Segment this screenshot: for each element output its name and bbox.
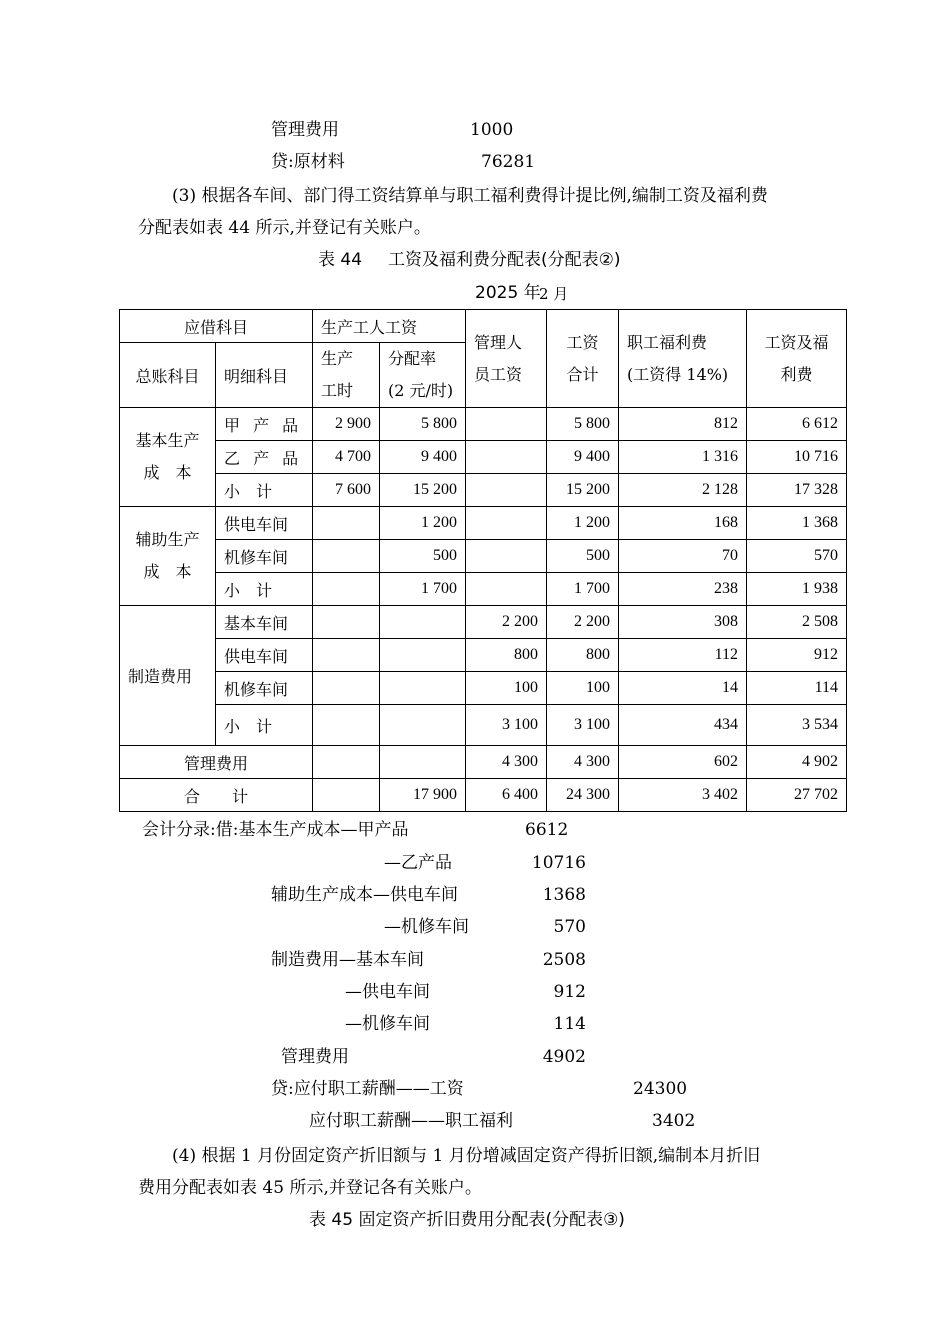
entry-amount-credit-material: 76281 (481, 152, 536, 172)
entry-amount-admin: 1000 (470, 120, 514, 140)
header-wage-and-welfare (747, 310, 847, 408)
row-aux-subtotal-mgmt (466, 573, 547, 606)
row-admin-welfare: 602 (619, 746, 747, 779)
row-aux-repair-total: 500 (547, 540, 619, 573)
wage-welfare-allocation-table (119, 309, 847, 812)
row-basic-subtotal-detail: 小 计 (216, 474, 313, 507)
group-basic-production-cost-line-1: 基本生产 (135, 431, 200, 450)
row-aux-subtotal-detail: 小 计 (216, 573, 313, 606)
journal-line-amount: 3402 (652, 1111, 696, 1131)
journal-lead-amount: 6612 (525, 820, 569, 840)
row-mfg-repair-sum: 114 (747, 672, 847, 705)
row-aux-power-detail: 供电车间 (216, 507, 313, 540)
row-aux-power-hours (313, 507, 380, 540)
row-grand-total-total: 24 300 (547, 779, 619, 812)
entry-label-credit-material: 贷:原材料 (271, 152, 345, 172)
row-admin-wage (380, 746, 466, 779)
row-basic-subtotal-wage: 15 200 (380, 474, 466, 507)
row-aux-power-mgmt (466, 507, 547, 540)
table-44-date-month: 2 月 (539, 285, 569, 303)
paragraph-4-line-1: (4) 根据 1 月份固定资产折旧额与 1 月份增减固定资产得折旧额,编制本月折旧 (172, 1146, 761, 1166)
journal-line-label: 管理费用 (281, 1047, 349, 1067)
paragraph-4-line-2: 费用分配表如表 45 所示,并登记各有关账户。 (138, 1178, 482, 1198)
row-aux-subtotal-wage: 1 700 (380, 573, 466, 606)
paragraph-4 (138, 1140, 838, 1204)
header-welfare-line-2: (工资得 14%) (627, 364, 729, 384)
paragraph-3 (138, 180, 838, 244)
group-basic-production-cost-line-2: 成 本 (143, 463, 192, 482)
journal-line-amount: 1368 (542, 885, 586, 905)
row-product-b-total: 9 400 (547, 441, 619, 474)
row-product-b-hours: 4 700 (313, 441, 380, 474)
row-mfg-subtotal-wage (380, 705, 466, 746)
row-mfg-repair-welfare: 14 (619, 672, 747, 705)
row-basic-subtotal-hours: 7 600 (313, 474, 380, 507)
row-mfg-repair-detail: 机修车间 (216, 672, 313, 705)
paragraph-3-line-1: (3) 根据各车间、部门得工资结算单与职工福利费得计提比例,编制工资及福利费 (172, 186, 768, 206)
journal-line-amount: 10716 (531, 853, 586, 873)
table-45-title: 表 45 固定资产折旧费用分配表(分配表③) (309, 1210, 625, 1230)
header-welfare (619, 310, 747, 408)
row-mfg-subtotal-hours (313, 705, 380, 746)
row-basic-subtotal-sum: 17 328 (747, 474, 847, 507)
header-allocation-rate (380, 343, 466, 408)
header-management-wage-line-1: 管理人 (474, 332, 523, 352)
row-aux-power-wage: 1 200 (380, 507, 466, 540)
row-mfg-power-mgmt: 800 (466, 639, 547, 672)
journal-lead-label: 会计分录:借:基本生产成本—甲产品 (142, 820, 409, 840)
header-detail-account: 明细科目 (216, 343, 313, 408)
row-product-b-sum: 10 716 (747, 441, 847, 474)
row-aux-repair-sum: 570 (747, 540, 847, 573)
journal-line-label: 贷:应付职工薪酬——工资 (271, 1079, 464, 1099)
table-44-date-year: 2025 年 (475, 283, 541, 303)
row-aux-power-welfare: 168 (619, 507, 747, 540)
row-admin-mgmt: 4 300 (466, 746, 547, 779)
table-44-number: 表 44 (318, 250, 363, 270)
header-allocation-rate-line-2: (2 元/时) (388, 381, 454, 400)
row-mfg-subtotal-welfare: 434 (619, 705, 747, 746)
journal-line-amount: 912 (553, 982, 586, 1002)
row-mfg-subtotal-total: 3 100 (547, 705, 619, 746)
journal-line-label: —机修车间 (345, 1014, 430, 1034)
group-auxiliary-production-cost (120, 507, 216, 606)
row-aux-repair-welfare: 70 (619, 540, 747, 573)
header-production-hours (313, 343, 380, 408)
journal-line-label: —供电车间 (345, 982, 430, 1002)
row-aux-repair-detail: 机修车间 (216, 540, 313, 573)
table-44-title: 工资及福利费分配表(分配表②) (388, 250, 621, 270)
row-mfg-power-wage (380, 639, 466, 672)
row-aux-subtotal-welfare: 238 (619, 573, 747, 606)
row-aux-subtotal-hours (313, 573, 380, 606)
row-admin-total: 4 300 (547, 746, 619, 779)
row-aux-repair-mgmt (466, 540, 547, 573)
journal-line-label: —乙产品 (384, 853, 452, 873)
row-admin-sum: 4 902 (747, 746, 847, 779)
row-aux-repair-wage: 500 (380, 540, 466, 573)
row-mfg-subtotal-detail: 小 计 (216, 705, 313, 746)
row-mfg-power-detail: 供电车间 (216, 639, 313, 672)
header-wage-total-line-1: 工资 (566, 332, 599, 352)
row-product-a-mgmt (466, 408, 547, 441)
journal-line-label: 制造费用—基本车间 (271, 950, 424, 970)
row-mfg-basic-detail: 基本车间 (216, 606, 313, 639)
journal-line-amount: 4902 (542, 1047, 586, 1067)
journal-line-amount: 24300 (633, 1079, 688, 1099)
journal-line-amount: 2508 (542, 950, 586, 970)
header-welfare-line-1: 职工福利费 (627, 332, 708, 352)
paragraph-3-line-2: 分配表如表 44 所示,并登记有关账户。 (138, 218, 431, 238)
header-wage-total-line-2: 合计 (566, 364, 599, 384)
header-allocation-rate-line-1: 分配率 (388, 349, 437, 368)
row-basic-subtotal-mgmt (466, 474, 547, 507)
header-wage-and-welfare-line-2: 利费 (780, 364, 813, 384)
row-product-b-detail: 乙 产 品 (216, 441, 313, 474)
entry-label-admin: 管理费用 (271, 120, 339, 140)
row-product-b-welfare: 1 316 (619, 441, 747, 474)
row-grand-total-welfare: 3 402 (619, 779, 747, 812)
row-mfg-repair-hours (313, 672, 380, 705)
row-mfg-subtotal-sum: 3 534 (747, 705, 847, 746)
row-mfg-subtotal-mgmt: 3 100 (466, 705, 547, 746)
header-production-hours-line-2: 工时 (321, 381, 354, 400)
header-production-hours-line-1: 生产 (321, 349, 354, 368)
group-auxiliary-production-cost-line-2: 成 本 (143, 562, 192, 581)
journal-line-amount: 570 (553, 917, 586, 937)
row-product-a-detail: 甲 产 品 (216, 408, 313, 441)
row-product-a-wage: 5 800 (380, 408, 466, 441)
row-grand-total-sum: 27 702 (747, 779, 847, 812)
row-mfg-repair-wage (380, 672, 466, 705)
row-grand-total-label: 合 计 (120, 779, 313, 812)
row-admin-expense-label: 管理费用 (120, 746, 313, 779)
header-management-wage-line-2: 员工资 (474, 364, 523, 384)
row-basic-subtotal-total: 15 200 (547, 474, 619, 507)
group-manufacturing-overhead: 制造费用 (120, 606, 216, 746)
group-basic-production-cost (120, 408, 216, 507)
row-product-a-hours: 2 900 (313, 408, 380, 441)
journal-line-label: 辅助生产成本—供电车间 (271, 885, 458, 905)
row-aux-subtotal-total: 1 700 (547, 573, 619, 606)
row-product-a-sum: 6 612 (747, 408, 847, 441)
row-basic-subtotal-welfare: 2 128 (619, 474, 747, 507)
row-mfg-power-hours (313, 639, 380, 672)
row-aux-power-total: 1 200 (547, 507, 619, 540)
row-mfg-power-welfare: 112 (619, 639, 747, 672)
row-aux-subtotal-sum: 1 938 (747, 573, 847, 606)
row-grand-total-hours (313, 779, 380, 812)
header-general-account: 总账科目 (120, 343, 216, 408)
row-product-b-wage: 9 400 (380, 441, 466, 474)
journal-line-label: —机修车间 (384, 917, 469, 937)
header-debit-account: 应借科目 (120, 310, 313, 343)
journal-line-amount: 114 (553, 1014, 586, 1034)
row-grand-total-wage: 17 900 (380, 779, 466, 812)
row-mfg-repair-total: 100 (547, 672, 619, 705)
header-management-wage (466, 310, 547, 408)
journal-line-label: 应付职工薪酬——职工福利 (309, 1111, 513, 1131)
row-product-b-mgmt (466, 441, 547, 474)
row-aux-power-sum: 1 368 (747, 507, 847, 540)
row-grand-total-mgmt: 6 400 (466, 779, 547, 812)
header-production-wage: 生产工人工资 (313, 310, 466, 343)
header-wage-total (547, 310, 619, 408)
row-aux-repair-hours (313, 540, 380, 573)
row-mfg-basic-total: 2 200 (547, 606, 619, 639)
row-mfg-basic-mgmt: 2 200 (466, 606, 547, 639)
row-mfg-basic-wage (380, 606, 466, 639)
row-mfg-repair-mgmt: 100 (466, 672, 547, 705)
group-auxiliary-production-cost-line-1: 辅助生产 (135, 530, 200, 549)
row-mfg-power-total: 800 (547, 639, 619, 672)
row-admin-hours (313, 746, 380, 779)
row-mfg-basic-sum: 2 508 (747, 606, 847, 639)
header-wage-and-welfare-line-1: 工资及福 (764, 332, 829, 352)
row-mfg-basic-hours (313, 606, 380, 639)
row-mfg-power-sum: 912 (747, 639, 847, 672)
row-mfg-basic-welfare: 308 (619, 606, 747, 639)
row-product-a-total: 5 800 (547, 408, 619, 441)
row-product-a-welfare: 812 (619, 408, 747, 441)
